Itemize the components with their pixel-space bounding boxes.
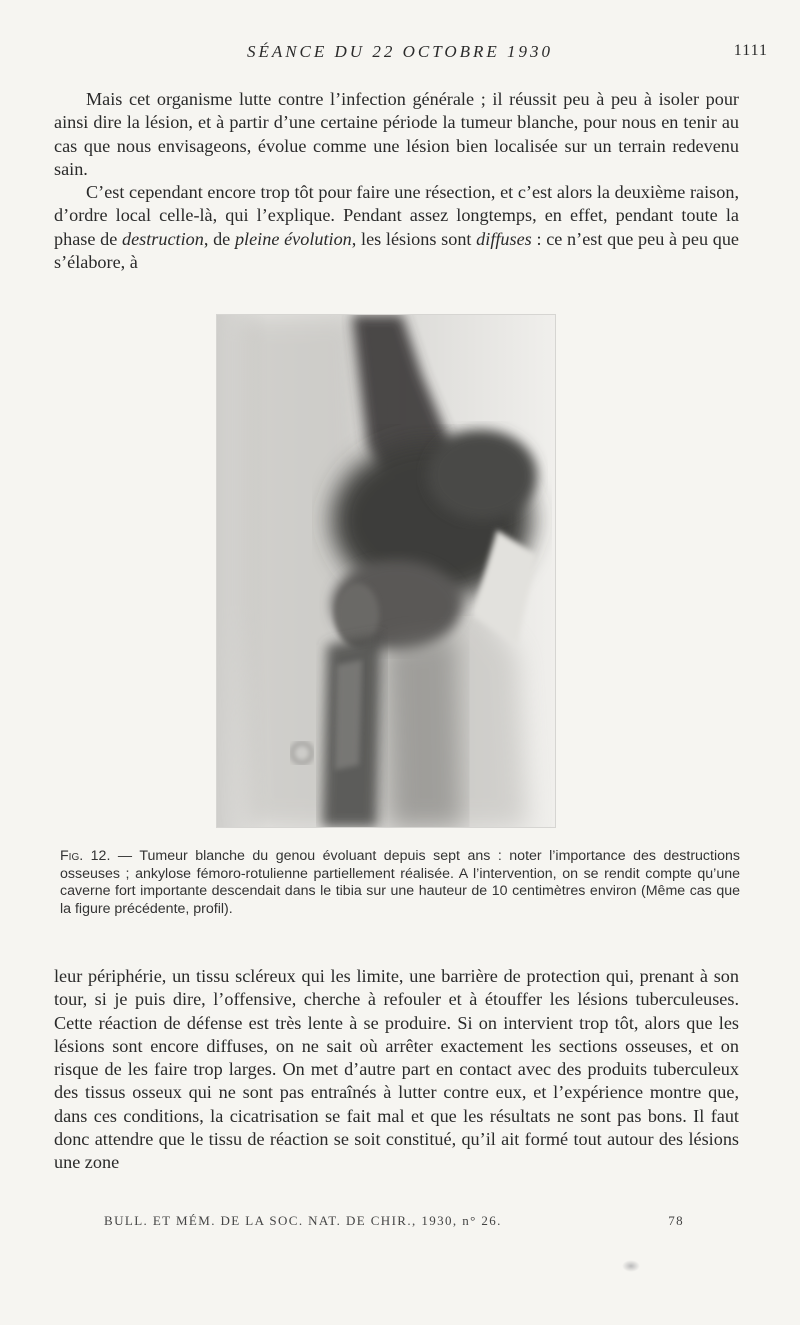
figure-caption-text: — Tumeur blanche du genou évoluant depuis sept ans : noter l’importance des destructions osseuses ; ankylose fémoro-rotulienne partiellement réalisée. A l’intervention, on se rendit compte qu’une caverne fort importante descendait dans le tibia sur une hauteur de 10 centimètres environ (Même cas que la figure précédente, profil). (60, 848, 740, 917)
running-title: SÉANCE DU 22 OCTOBRE 1930 (246, 42, 554, 61)
page-footer (104, 1213, 684, 1233)
journal-citation: BULL. ET MÉM. DE LA SOC. NAT. DE CHIR., 1930, n° 26. (104, 1213, 502, 1228)
lower-text-block (54, 965, 739, 1175)
paragraph-2-part-a: C’est cependant encore trop tôt pour faire une résection, et c’est alors la deuxième raison, d’ordre local celle-là, qui l’explique. Pendant assez longtemps, en effet, pendant toute la phase de (54, 182, 739, 249)
emphasis-destruction: destruction (121, 228, 204, 249)
figure-caption (60, 848, 740, 918)
paragraph-2-part-b: , de (203, 228, 235, 249)
emphasis-diffuses: diffuses (476, 228, 532, 249)
paper-smudge (622, 1260, 640, 1272)
paragraph-2 (54, 181, 739, 274)
page-number: 1111 (733, 42, 768, 59)
paragraph-3: leur périphérie, un tissu scléreux qui les limite, une barrière de protection qui, prenant à son tour, si je puis dire, l’offensive, cherche à refouler et à étouffer les lésions tuberculeuses. Cette réaction de défense est très lente à se produire. Si on intervient trop tôt, alors que les lésions sont encore diffuses, on ne sait où arrêter exactement les sections osseuses, et on risque de les faire trop larges. On met d’autre part en contact avec des produits tuberculeux des tissus osseux qui ne sont pas entraînés à lutter contre eux, et l’expérience montre que, dans ces conditions, la cicatrisation se fait mal et que les résultats ne sont pas bons. Il faut donc attendre que le tissu de réaction se soit constitué, qu’il ait formé tout autour des lésions une zone (54, 966, 739, 1173)
paragraph-2-part-d: : ce n’est que peu à peu que s’élabore, à (54, 228, 740, 273)
emphasis-pleine-evolution: pleine évolution (234, 228, 352, 249)
signature-number: 78 (668, 1213, 684, 1228)
xray-image (217, 315, 555, 827)
figure-label: Fig. 12. (60, 848, 111, 864)
knee-xray-figure (216, 314, 556, 828)
page-header (0, 42, 800, 66)
upper-text-block (54, 88, 739, 274)
paragraph-2-part-c: , les lésions sont (351, 228, 477, 249)
paragraph-1: Mais cet organisme lutte contre l’infection générale ; il réussit peu à peu à isoler pour ainsi dire la lésion, et à partir d’une certaine période la tumeur blanche, pour nous en tenir au cas que nous envisageons, évolue comme une lésion bien localisée sur un terrain redevenu sain. (54, 89, 739, 179)
